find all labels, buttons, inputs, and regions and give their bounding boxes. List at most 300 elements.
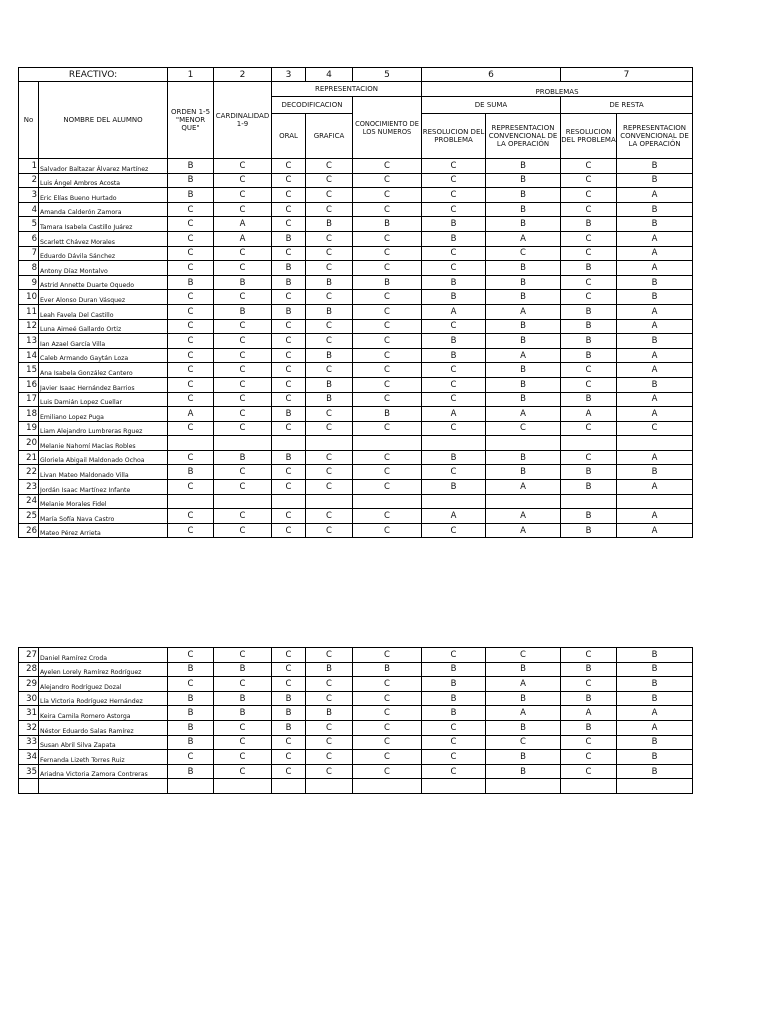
answer-cell: C — [353, 159, 422, 174]
answer-cell: C — [214, 677, 272, 692]
answer-cell: C — [272, 348, 306, 363]
answer-cell: C — [561, 173, 617, 188]
resta-resolucion-header: RESOLUCION DEL PROBLEMA — [561, 114, 617, 159]
answer-cell: B — [617, 173, 693, 188]
answer-cell: C — [353, 304, 422, 319]
student-name: Daniel Ramírez Croda — [39, 648, 168, 663]
decodificacion-header: DECODIFICACION — [272, 97, 353, 114]
answer-cell: B — [486, 188, 561, 203]
answer-cell: C — [306, 363, 353, 378]
student-name: Lía Victoria Rodríguez Hernández — [39, 691, 168, 706]
student-name: Melanie Nahomí Macías Robles — [39, 436, 168, 451]
student-row — [19, 523, 693, 538]
answer-cell: C — [214, 202, 272, 217]
answer-cell: C — [353, 173, 422, 188]
answer-cell: C — [353, 691, 422, 706]
answer-cell: C — [486, 735, 561, 750]
answer-cell: C — [214, 290, 272, 305]
answer-cell: C — [306, 523, 353, 538]
answer-cell: B — [306, 348, 353, 363]
answer-cell: C — [306, 480, 353, 495]
answer-cell: B — [272, 261, 306, 276]
student-row — [19, 304, 693, 319]
answer-cell: A — [422, 509, 486, 524]
student-name: Mateo Pérez Arrieta — [39, 523, 168, 538]
answer-cell: B — [272, 450, 306, 465]
answer-cell: A — [617, 363, 693, 378]
answer-cell — [306, 436, 353, 451]
answer-cell: C — [353, 465, 422, 480]
answer-cell: B — [617, 465, 693, 480]
answer-cell: B — [422, 677, 486, 692]
answer-cell: C — [353, 319, 422, 334]
answer-cell: C — [561, 231, 617, 246]
answer-cell: B — [422, 217, 486, 232]
answer-cell: A — [617, 319, 693, 334]
answer-cell: A — [617, 246, 693, 261]
reactivo-number: 4 — [306, 68, 353, 82]
student-name: Eric Elías Bueno Hurtado — [39, 188, 168, 203]
answer-cell: C — [561, 377, 617, 392]
student-number: 4 — [19, 202, 39, 217]
answer-cell: C — [306, 691, 353, 706]
answer-cell: B — [168, 691, 214, 706]
answer-cell — [617, 436, 693, 451]
answer-cell: C — [561, 188, 617, 203]
answer-cell: B — [486, 334, 561, 349]
answer-cell: B — [422, 290, 486, 305]
answer-cell: B — [168, 764, 214, 779]
answer-cell: C — [306, 319, 353, 334]
answer-cell: C — [353, 377, 422, 392]
de-resta-header: DE RESTA — [561, 97, 693, 114]
student-row — [19, 662, 693, 677]
answer-cell: C — [353, 334, 422, 349]
answer-cell — [486, 436, 561, 451]
reactivo-label: REACTIVO: — [19, 68, 168, 82]
student-row — [19, 720, 693, 735]
answer-cell: C — [306, 202, 353, 217]
answer-cell — [353, 494, 422, 509]
answer-cell: B — [168, 720, 214, 735]
answer-cell: B — [617, 334, 693, 349]
answer-cell: C — [306, 246, 353, 261]
answer-cell: C — [168, 202, 214, 217]
student-name: Luis Damián Lopez Cuellar — [39, 392, 168, 407]
answer-cell: C — [214, 392, 272, 407]
student-name-header: NOMBRE DEL ALUMNO — [39, 82, 168, 159]
student-name: Salvador Baltazar Álvarez Martínez — [39, 159, 168, 174]
answer-cell: A — [617, 509, 693, 524]
student-row — [19, 706, 693, 721]
answer-cell: C — [306, 735, 353, 750]
answer-cell: B — [617, 764, 693, 779]
answer-cell: B — [617, 691, 693, 706]
evaluation-table-page1 — [18, 67, 693, 538]
answer-cell: C — [214, 509, 272, 524]
answer-cell: C — [272, 377, 306, 392]
answer-cell: C — [353, 750, 422, 765]
student-row — [19, 480, 693, 495]
student-row — [19, 334, 693, 349]
student-number: 5 — [19, 217, 39, 232]
answer-cell: B — [486, 363, 561, 378]
student-row — [19, 246, 693, 261]
answer-cell: C — [306, 407, 353, 422]
student-number: 21 — [19, 450, 39, 465]
student-name: Jordán Isaac Martínez Infante — [39, 480, 168, 495]
answer-cell: C — [561, 648, 617, 663]
student-name: Ana Isabela González Cantero — [39, 363, 168, 378]
answer-cell: C — [214, 246, 272, 261]
answer-cell: C — [272, 363, 306, 378]
answer-cell: C — [272, 334, 306, 349]
answer-cell: B — [617, 677, 693, 692]
answer-cell: C — [168, 509, 214, 524]
student-row — [19, 275, 693, 290]
answer-cell: C — [306, 334, 353, 349]
student-number: 8 — [19, 261, 39, 276]
answer-cell: C — [353, 421, 422, 436]
answer-cell: C — [168, 648, 214, 663]
answer-cell: C — [168, 334, 214, 349]
answer-cell: B — [617, 735, 693, 750]
answer-cell: C — [306, 290, 353, 305]
student-number: 32 — [19, 720, 39, 735]
answer-cell: C — [214, 421, 272, 436]
answer-cell: B — [486, 691, 561, 706]
answer-cell: B — [272, 407, 306, 422]
student-row — [19, 509, 693, 524]
answer-cell: B — [272, 691, 306, 706]
student-name: Melanie Morales Fidel — [39, 494, 168, 509]
grafica-header: GRAFICA — [306, 114, 353, 159]
answer-cell: C — [561, 735, 617, 750]
answer-cell: C — [306, 188, 353, 203]
student-name — [39, 779, 168, 794]
answer-cell: B — [486, 750, 561, 765]
answer-cell: C — [561, 159, 617, 174]
student-row — [19, 159, 693, 174]
answer-cell: C — [214, 348, 272, 363]
reactivo-number: 5 — [353, 68, 422, 82]
answer-cell — [561, 494, 617, 509]
answer-cell: C — [168, 450, 214, 465]
answer-cell — [422, 494, 486, 509]
answer-cell: C — [422, 392, 486, 407]
answer-cell: C — [214, 735, 272, 750]
student-row — [19, 173, 693, 188]
answer-cell: C — [168, 290, 214, 305]
student-name: Livan Mateo Maldonado Villa — [39, 465, 168, 480]
answer-cell: C — [168, 348, 214, 363]
answer-cell: A — [617, 392, 693, 407]
answer-cell: C — [272, 319, 306, 334]
student-row — [19, 436, 693, 451]
answer-cell: C — [422, 246, 486, 261]
answer-cell: A — [561, 706, 617, 721]
answer-cell — [214, 494, 272, 509]
answer-cell: C — [306, 173, 353, 188]
answer-cell: C — [306, 465, 353, 480]
answer-cell: C — [306, 764, 353, 779]
answer-cell: C — [561, 290, 617, 305]
answer-cell: A — [486, 523, 561, 538]
answer-cell: C — [486, 246, 561, 261]
answer-cell: A — [617, 480, 693, 495]
student-row — [19, 363, 693, 378]
student-row — [19, 407, 693, 422]
answer-cell: B — [214, 450, 272, 465]
student-name: Ever Alonso Duran Vásquez — [39, 290, 168, 305]
student-number: 33 — [19, 735, 39, 750]
student-name: Ian Azael García Villa — [39, 334, 168, 349]
answer-cell: C — [617, 421, 693, 436]
answer-cell: C — [353, 523, 422, 538]
answer-cell: C — [561, 750, 617, 765]
student-number: 13 — [19, 334, 39, 349]
answer-cell: C — [272, 764, 306, 779]
student-name: Néstor Eduardo Salas Ramírez — [39, 720, 168, 735]
student-row — [19, 465, 693, 480]
answer-cell: B — [214, 662, 272, 677]
student-name: Luna Aimeé Gallardo Ortiz — [39, 319, 168, 334]
answer-cell: C — [422, 720, 486, 735]
answer-cell: A — [486, 348, 561, 363]
answer-cell: A — [486, 407, 561, 422]
student-name: Ayelen Lorely Ramírez Rodríguez — [39, 662, 168, 677]
answer-cell: B — [168, 706, 214, 721]
answer-cell: B — [272, 304, 306, 319]
answer-cell: C — [353, 720, 422, 735]
answer-cell: C — [353, 648, 422, 663]
answer-cell: C — [168, 750, 214, 765]
answer-cell: B — [306, 217, 353, 232]
student-number: 23 — [19, 480, 39, 495]
answer-cell: A — [486, 304, 561, 319]
student-number: 29 — [19, 677, 39, 692]
answer-cell: C — [214, 319, 272, 334]
answer-cell: C — [168, 377, 214, 392]
student-number: 19 — [19, 421, 39, 436]
student-row — [19, 764, 693, 779]
student-number: 25 — [19, 509, 39, 524]
answer-cell — [272, 494, 306, 509]
answer-cell: C — [422, 173, 486, 188]
answer-cell: B — [306, 377, 353, 392]
answer-cell: C — [306, 421, 353, 436]
answer-cell: C — [353, 290, 422, 305]
answer-cell: C — [422, 465, 486, 480]
answer-cell: C — [272, 523, 306, 538]
answer-cell: B — [486, 465, 561, 480]
answer-cell: B — [486, 319, 561, 334]
answer-cell — [306, 779, 353, 794]
answer-cell: C — [422, 363, 486, 378]
suma-representacion-header: REPRESENTACION CONVENCIONAL DE LA OPERACIÓN — [486, 114, 561, 159]
orden-header: ORDEN 1-5 "MENOR QUE" — [168, 82, 214, 159]
answer-cell: C — [272, 480, 306, 495]
answer-cell: C — [422, 202, 486, 217]
answer-cell: B — [486, 764, 561, 779]
answer-cell: B — [306, 304, 353, 319]
student-number: 30 — [19, 691, 39, 706]
answer-cell: C — [214, 648, 272, 663]
answer-cell: C — [422, 750, 486, 765]
answer-cell: A — [422, 407, 486, 422]
answer-cell: C — [486, 421, 561, 436]
answer-cell: C — [353, 392, 422, 407]
answer-cell — [561, 779, 617, 794]
student-number: 9 — [19, 275, 39, 290]
answer-cell: B — [168, 465, 214, 480]
student-row — [19, 735, 693, 750]
answer-cell: A — [214, 217, 272, 232]
answer-cell: B — [561, 720, 617, 735]
answer-cell: C — [422, 648, 486, 663]
answer-cell: C — [561, 202, 617, 217]
answer-cell: B — [561, 691, 617, 706]
answer-cell: A — [617, 720, 693, 735]
answer-cell: B — [272, 231, 306, 246]
answer-cell: C — [272, 648, 306, 663]
answer-cell — [422, 436, 486, 451]
answer-cell: C — [561, 275, 617, 290]
answer-cell — [214, 436, 272, 451]
answer-cell: C — [353, 246, 422, 261]
answer-cell: B — [486, 392, 561, 407]
answer-cell: C — [422, 319, 486, 334]
answer-cell: A — [486, 706, 561, 721]
answer-cell: B — [168, 662, 214, 677]
student-number: 17 — [19, 392, 39, 407]
answer-cell: C — [353, 188, 422, 203]
answer-cell: B — [561, 465, 617, 480]
student-name: Leah Favela Del Castillo — [39, 304, 168, 319]
answer-cell: C — [306, 450, 353, 465]
answer-cell: C — [306, 231, 353, 246]
answer-cell: B — [422, 480, 486, 495]
student-name: Keira Camila Romero Astorga — [39, 706, 168, 721]
answer-cell: B — [486, 261, 561, 276]
student-row — [19, 677, 693, 692]
answer-cell: C — [272, 392, 306, 407]
answer-cell: C — [561, 363, 617, 378]
student-number: 10 — [19, 290, 39, 305]
answer-cell — [168, 494, 214, 509]
answer-cell: B — [486, 662, 561, 677]
answer-cell: B — [561, 304, 617, 319]
answer-cell: C — [306, 750, 353, 765]
answer-cell: C — [353, 231, 422, 246]
answer-cell: C — [272, 173, 306, 188]
student-name: Susan Abril Silva Zapata — [39, 735, 168, 750]
answer-cell: A — [617, 231, 693, 246]
answer-cell: B — [353, 407, 422, 422]
student-row — [19, 377, 693, 392]
answer-cell: C — [214, 261, 272, 276]
answer-cell: B — [617, 750, 693, 765]
answer-cell — [306, 494, 353, 509]
student-number: 24 — [19, 494, 39, 509]
answer-cell: C — [353, 706, 422, 721]
answer-cell: C — [422, 421, 486, 436]
answer-cell — [486, 494, 561, 509]
answer-cell: C — [214, 363, 272, 378]
answer-cell: C — [168, 523, 214, 538]
answer-cell: B — [561, 319, 617, 334]
answer-cell: A — [561, 407, 617, 422]
answer-cell: C — [422, 377, 486, 392]
answer-cell: B — [422, 348, 486, 363]
answer-cell: B — [353, 275, 422, 290]
answer-cell: C — [561, 246, 617, 261]
student-number: 31 — [19, 706, 39, 721]
answer-cell: B — [561, 509, 617, 524]
student-name: Emiliano Lopez Puga — [39, 407, 168, 422]
student-number: 20 — [19, 436, 39, 451]
answer-cell: B — [617, 217, 693, 232]
reactivo-number: 7 — [561, 68, 693, 82]
student-name: Caleb Armando Gaytán Loza — [39, 348, 168, 363]
answer-cell — [353, 779, 422, 794]
answer-cell: B — [168, 735, 214, 750]
no-header: No — [19, 82, 39, 159]
answer-cell: C — [422, 523, 486, 538]
student-number: 6 — [19, 231, 39, 246]
student-number: 1 — [19, 159, 39, 174]
answer-cell: C — [168, 363, 214, 378]
answer-cell: A — [617, 407, 693, 422]
student-row — [19, 450, 693, 465]
student-name: Javier Isaac Hernández Barrios — [39, 377, 168, 392]
answer-cell: C — [272, 677, 306, 692]
reactivo-number: 2 — [214, 68, 272, 82]
student-name: Luis Ángel Ambros Acosta — [39, 173, 168, 188]
answer-cell — [168, 436, 214, 451]
answer-cell: A — [214, 231, 272, 246]
student-row — [19, 348, 693, 363]
answer-cell: C — [272, 750, 306, 765]
answer-cell: C — [486, 648, 561, 663]
answer-cell — [561, 436, 617, 451]
answer-cell: C — [306, 677, 353, 692]
answer-cell — [422, 779, 486, 794]
answer-cell: C — [168, 231, 214, 246]
student-name: Liam Alejandro Lumbreras Rguez — [39, 421, 168, 436]
answer-cell: C — [272, 159, 306, 174]
answer-cell: A — [486, 677, 561, 692]
answer-cell — [486, 779, 561, 794]
answer-cell: C — [214, 173, 272, 188]
answer-cell: C — [214, 764, 272, 779]
answer-cell: B — [561, 480, 617, 495]
answer-cell: B — [272, 720, 306, 735]
answer-cell: A — [486, 231, 561, 246]
student-row — [19, 750, 693, 765]
answer-cell — [353, 436, 422, 451]
student-row — [19, 494, 693, 509]
answer-cell: C — [306, 509, 353, 524]
answer-cell: C — [214, 720, 272, 735]
answer-cell: C — [422, 159, 486, 174]
answer-cell: C — [306, 261, 353, 276]
answer-cell: A — [617, 523, 693, 538]
answer-cell: B — [306, 706, 353, 721]
answer-cell: A — [617, 450, 693, 465]
answer-cell: B — [561, 348, 617, 363]
answer-cell: B — [486, 202, 561, 217]
